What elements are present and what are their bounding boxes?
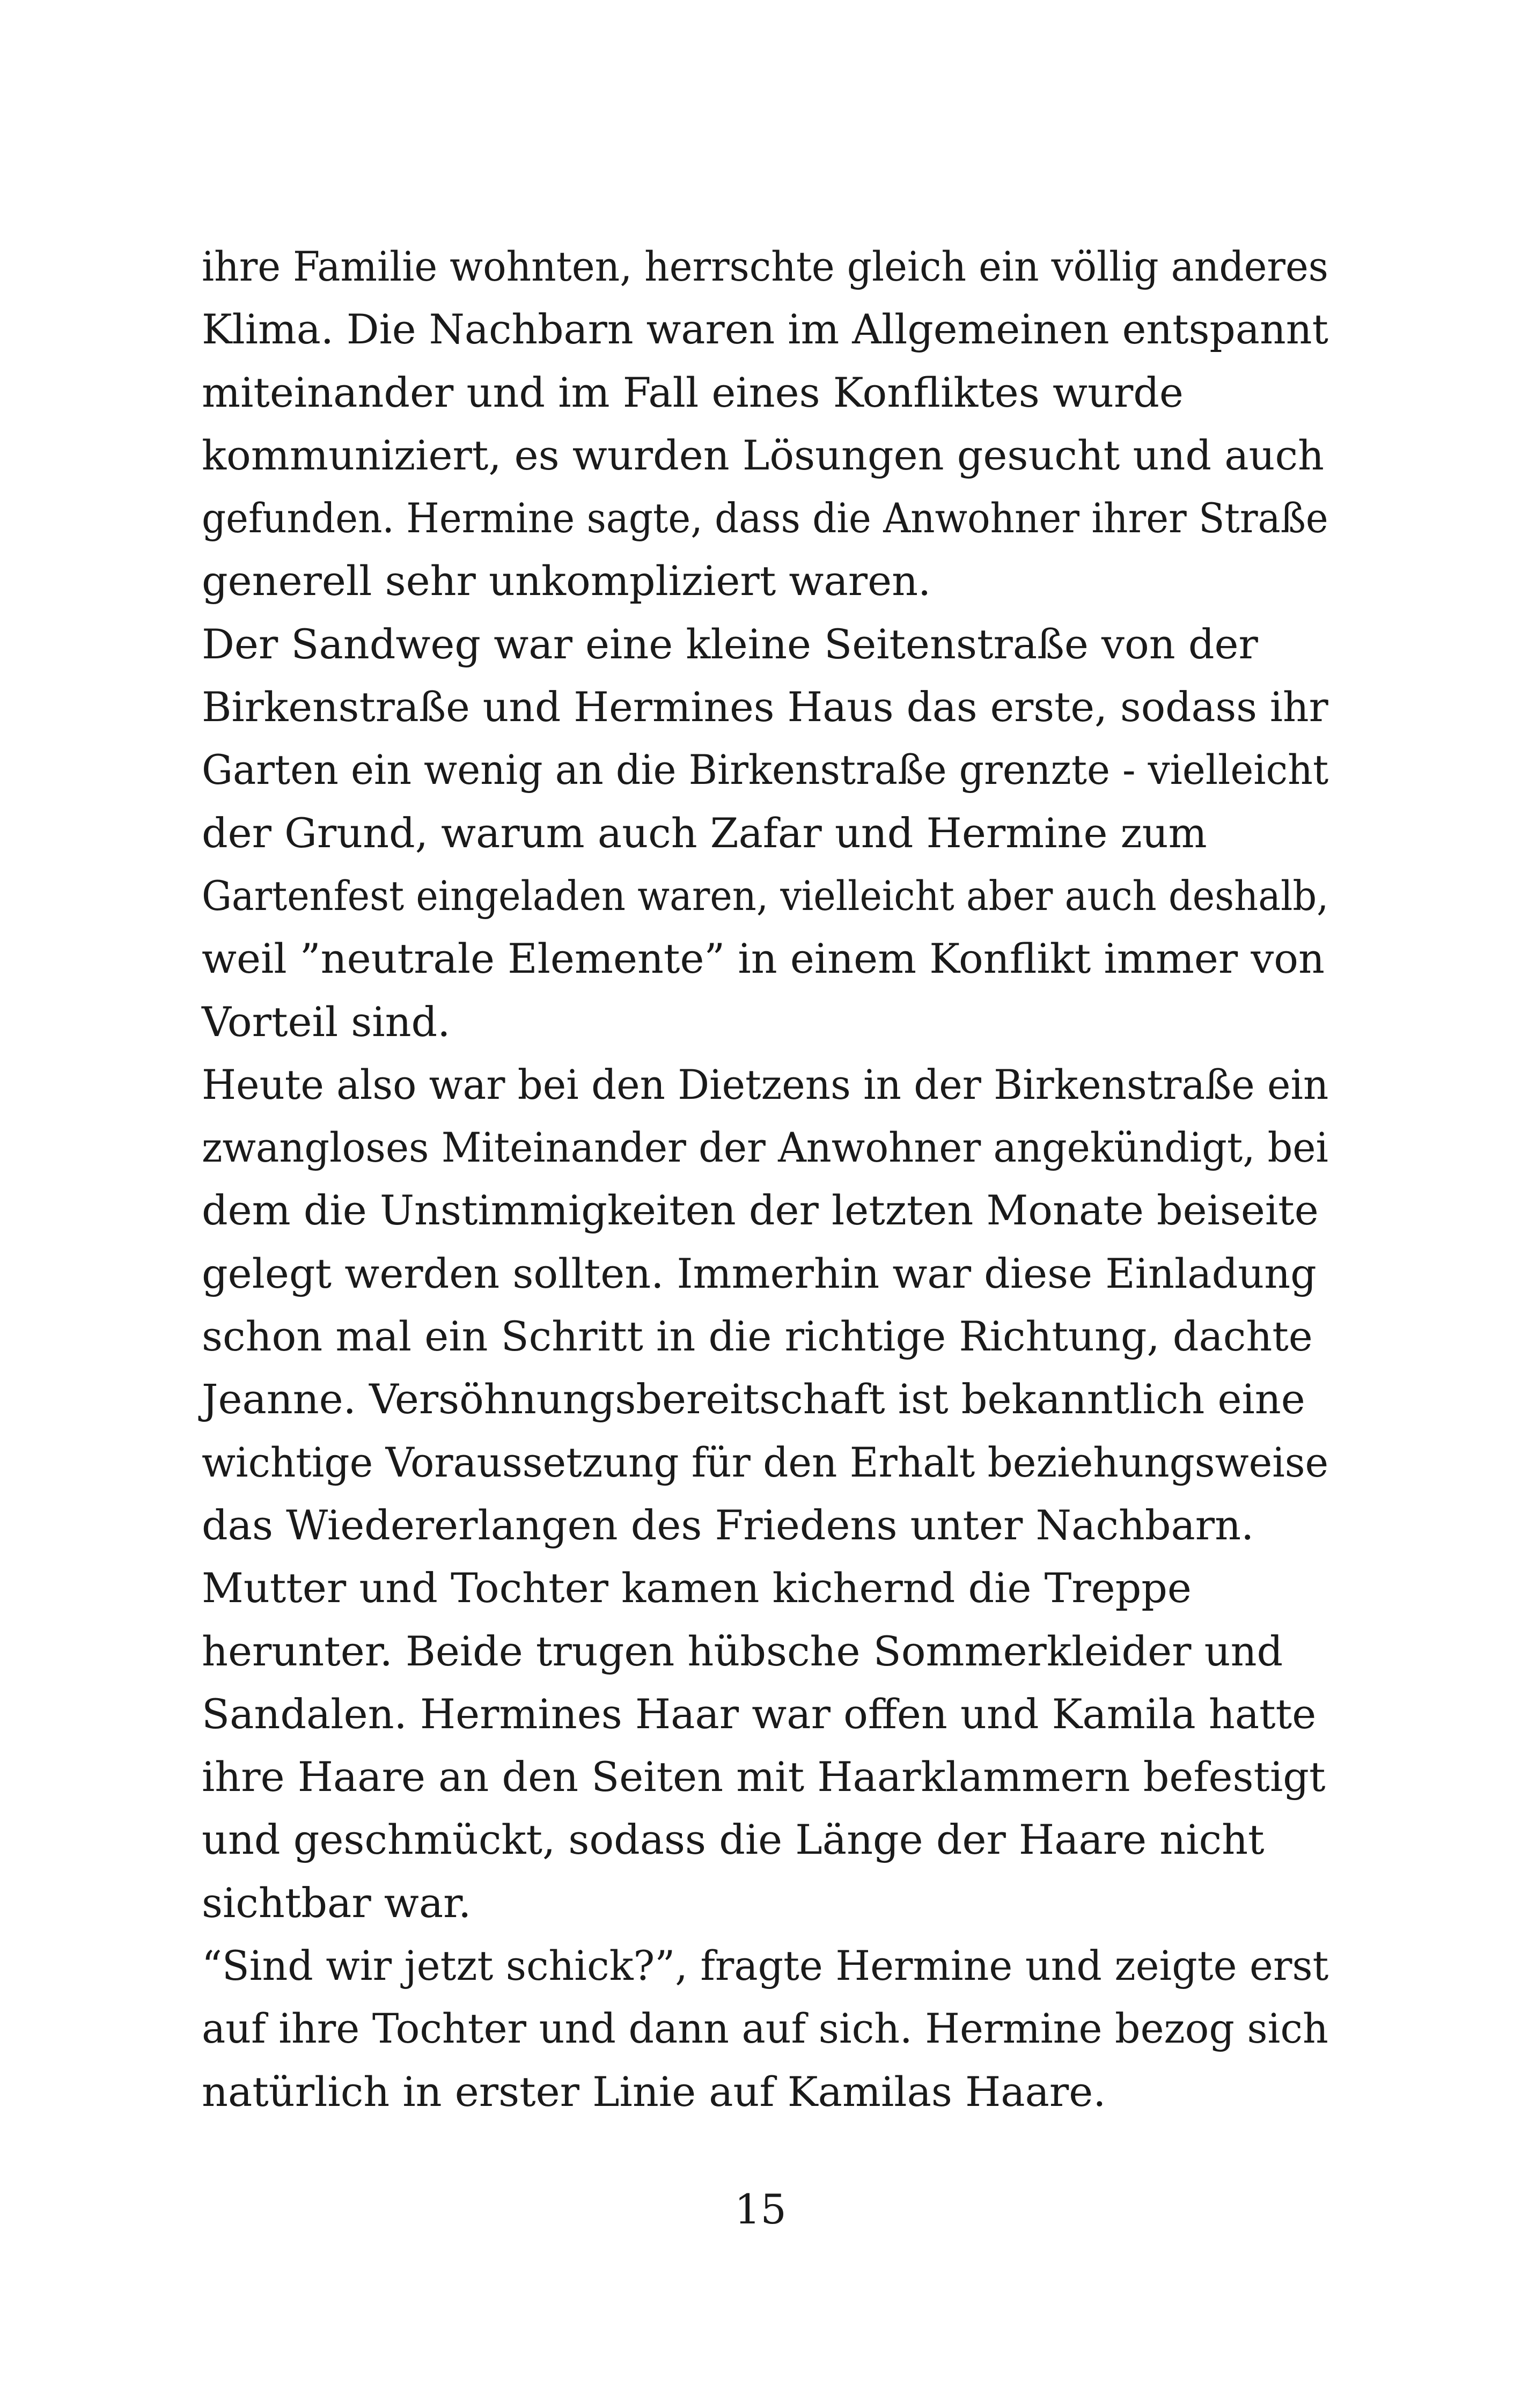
text-line: natürlich in erster Linie auf Kamilas Haare. (202, 2067, 1106, 2116)
text-line: das Wiedererlangen des Friedens unter Nachbarn. (202, 1501, 1254, 1549)
text-line: ihre Familie wohnten, herrschte gleich ein völlig anderes (202, 243, 1328, 290)
text-line: wichtige Voraussetzung für den Erhalt beziehungsweise (202, 1438, 1329, 1486)
text-line: “Sind wir jetzt schick?”, fragte Hermine und zeigte erst (202, 1942, 1329, 1990)
text-line: Garten ein wenig an die Birkenstraße grenzte - vielleicht (202, 746, 1329, 794)
text-line: Heute also war bei den Dietzens in der Birkenstraße ein (202, 1060, 1329, 1108)
text-line: Jeanne. Versöhnungsbereitschaft ist bekanntlich eine (202, 1375, 1305, 1423)
text-line: sichtbar war. (202, 1878, 472, 1927)
text-line: Birkenstraße und Hermines Haus das erste, sodass ihr (202, 683, 1328, 731)
text-line: gelegt werden sollten. Immerhin war diese Einladung (202, 1249, 1317, 1297)
text-line: miteinander und im Fall eines Konfliktes wurde (202, 368, 1184, 416)
text-line: Mutter und Tochter kamen kichernd die Treppe (202, 1564, 1192, 1612)
text-line: der Grund, warum auch Zafar und Hermine zum (202, 809, 1207, 857)
text-line: zwangloses Miteinander der Anwohner angekündigt, bei (202, 1124, 1328, 1172)
text-line: gefunden. Hermine sagte, dass die Anwohner ihrer Straße (202, 494, 1328, 542)
text-line: Sandalen. Hermines Haar war offen und Kamila hatte (202, 1690, 1317, 1738)
text-line: kommuniziert, es wurden Lösungen gesucht und auch (202, 431, 1324, 479)
text-line: Gartenfest eingeladen waren, vielleicht aber auch deshalb, (202, 871, 1329, 920)
text-line: Der Sandweg war eine kleine Seitenstraße von der (202, 620, 1258, 668)
text-line: Vorteil sind. (202, 997, 451, 1046)
text-line: weil ”neutrale Elemente” in einem Konflikt immer von (202, 935, 1325, 983)
text-line: auf ihre Tochter und dann auf sich. Hermine bezog sich (202, 2005, 1328, 2053)
page-number: 15 (734, 2185, 787, 2233)
text-line: herunter. Beide trugen hübsche Sommerkleider und (202, 1627, 1283, 1675)
text-line: dem die Unstimmigkeiten der letzten Monate beiseite (202, 1186, 1319, 1235)
text-line: Klima. Die Nachbarn waren im Allgemeinen entspannt (202, 305, 1328, 354)
body-text (202, 235, 1328, 2123)
text-line: ihre Haare an den Seiten mit Haarklammern befestigt (202, 1753, 1326, 1801)
text-line: und geschmückt, sodass die Länge der Haare nicht (202, 1816, 1265, 1864)
text-line: generell sehr unkompliziert waren. (202, 557, 931, 605)
text-line: schon mal ein Schritt in die richtige Richtung, dachte (202, 1312, 1313, 1361)
